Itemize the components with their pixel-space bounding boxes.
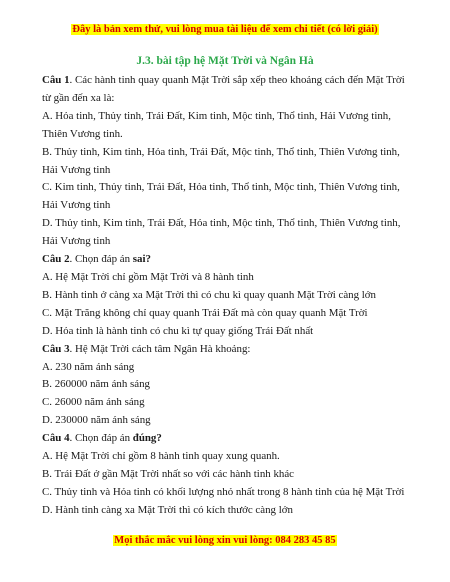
question-emphasis: sai xyxy=(132,253,146,266)
option-b: B. Hành tinh ở càng xa Mặt Trời thì có chu kì quay quanh Mặt Trời càng lớn xyxy=(42,288,376,301)
question-prompt: . Hệ Mặt Trời cách tâm Ngân Hà khoảng: xyxy=(69,342,251,355)
option-b: B. Thủy tinh, Kim tinh, Hỏa tinh, Trái Đất, Mộc tinh, Thổ tinh, Thiên Vương tinh, Hải Vương tinh xyxy=(42,145,400,176)
preview-banner: Đây là bản xem thử, vui lòng mua tài liệu để xem chi tiết (có lời giải) xyxy=(72,24,378,35)
question-list xyxy=(42,72,416,520)
question-1 xyxy=(42,72,416,251)
question-2: Câu 2. Chọn đáp án sai? A. Hệ Mặt Trời chỉ gồm Mặt Trời và 8 hành tinh B. Hành tinh ở càng xa Mặt Trời thì có chu kì quay quanh Mặt Trời càng lớn C. Mặt Trăng không chỉ quay quanh Trái Đất mà còn quay quanh Mặt Trời D. Hỏa tinh là hành tinh có chu kì tự quay giống Trái Đất nhất xyxy=(42,251,416,341)
contact-footer: Mọi thắc mắc vui lòng xin vui lòng: 084 283 45 85 xyxy=(114,535,336,546)
option-d: D. Thủy tinh, Kim tinh, Trái Đất, Hỏa tinh, Mộc tinh, Thổ tinh, Thiên Vương tinh, Hải Vương tinh xyxy=(42,217,401,248)
option-b: B. 260000 năm ánh sáng xyxy=(42,378,150,391)
option-c: C. Thủy tinh và Hỏa tinh có khối lượng nhỏ nhất trong 8 hành tinh của hệ Mặt Trời xyxy=(42,485,405,498)
option-d: D. Hành tinh càng xa Mặt Trời thì có kích thước càng lớn xyxy=(42,503,293,516)
option-b: B. Trái Đất ở gần Mặt Trời nhất so với các hành tinh khác xyxy=(42,467,295,480)
question-label: Câu 2 xyxy=(42,253,70,266)
section-title: J.3. bài tập hệ Mặt Trời và Ngân Hà xyxy=(136,55,314,67)
question-3 xyxy=(42,341,416,431)
option-c: C. 26000 năm ánh sáng xyxy=(42,396,145,409)
option-a: A. Hệ Mặt Trời chỉ gồm Mặt Trời và 8 hành tinh xyxy=(42,270,254,283)
option-a: A. Hỏa tinh, Thủy tinh, Trái Đất, Kim tinh, Mộc tinh, Thổ tinh, Hải Vương tinh, Thiên Vương tinh. xyxy=(42,109,391,140)
option-c: C. Kim tinh, Thủy tinh, Trái Đất, Hỏa tinh, Thổ tinh, Mộc tinh, Thiên Vương tinh, Hải Vương tinh xyxy=(42,181,400,212)
question-label: Câu 4 xyxy=(42,432,70,445)
question-4: Câu 4. Chọn đáp án đúng? A. Hệ Mặt Trời chỉ gồm 8 hành tinh quay xung quanh. B. Trái Đất ở gần Mặt Trời nhất so với các hành tinh khác C. Thủy tinh và Hỏa tinh có khối lượng nhỏ nhất trong 8 hành tinh của hệ Mặt Trời D. Hành tinh càng xa Mặt Trời thì có kích thước càng lớn xyxy=(42,430,416,520)
question-label: Câu 1 xyxy=(42,74,70,86)
question-prompt: . Chọn đáp án xyxy=(69,253,133,266)
question-emphasis: đúng xyxy=(132,432,157,445)
option-a: A. 230 năm ánh sáng xyxy=(42,360,135,373)
option-d: D. 230000 năm ánh sáng xyxy=(42,414,151,427)
question-prompt: . Chọn đáp án xyxy=(69,432,133,445)
question-prompt: . Các hành tinh quay quanh Mặt Trời sắp xếp theo khoảng cách đến Mặt Trời từ gần đến xa là: xyxy=(42,74,405,104)
question-label: Câu 3 xyxy=(42,342,70,355)
option-c: C. Mặt Trăng không chỉ quay quanh Trái Đất mà còn quay quanh Mặt Trời xyxy=(42,306,368,319)
option-a: A. Hệ Mặt Trời chỉ gồm 8 hành tinh quay xung quanh. xyxy=(42,450,280,463)
option-d: D. Hỏa tinh là hành tinh có chu kì tự quay giống Trái Đất nhất xyxy=(42,324,314,337)
